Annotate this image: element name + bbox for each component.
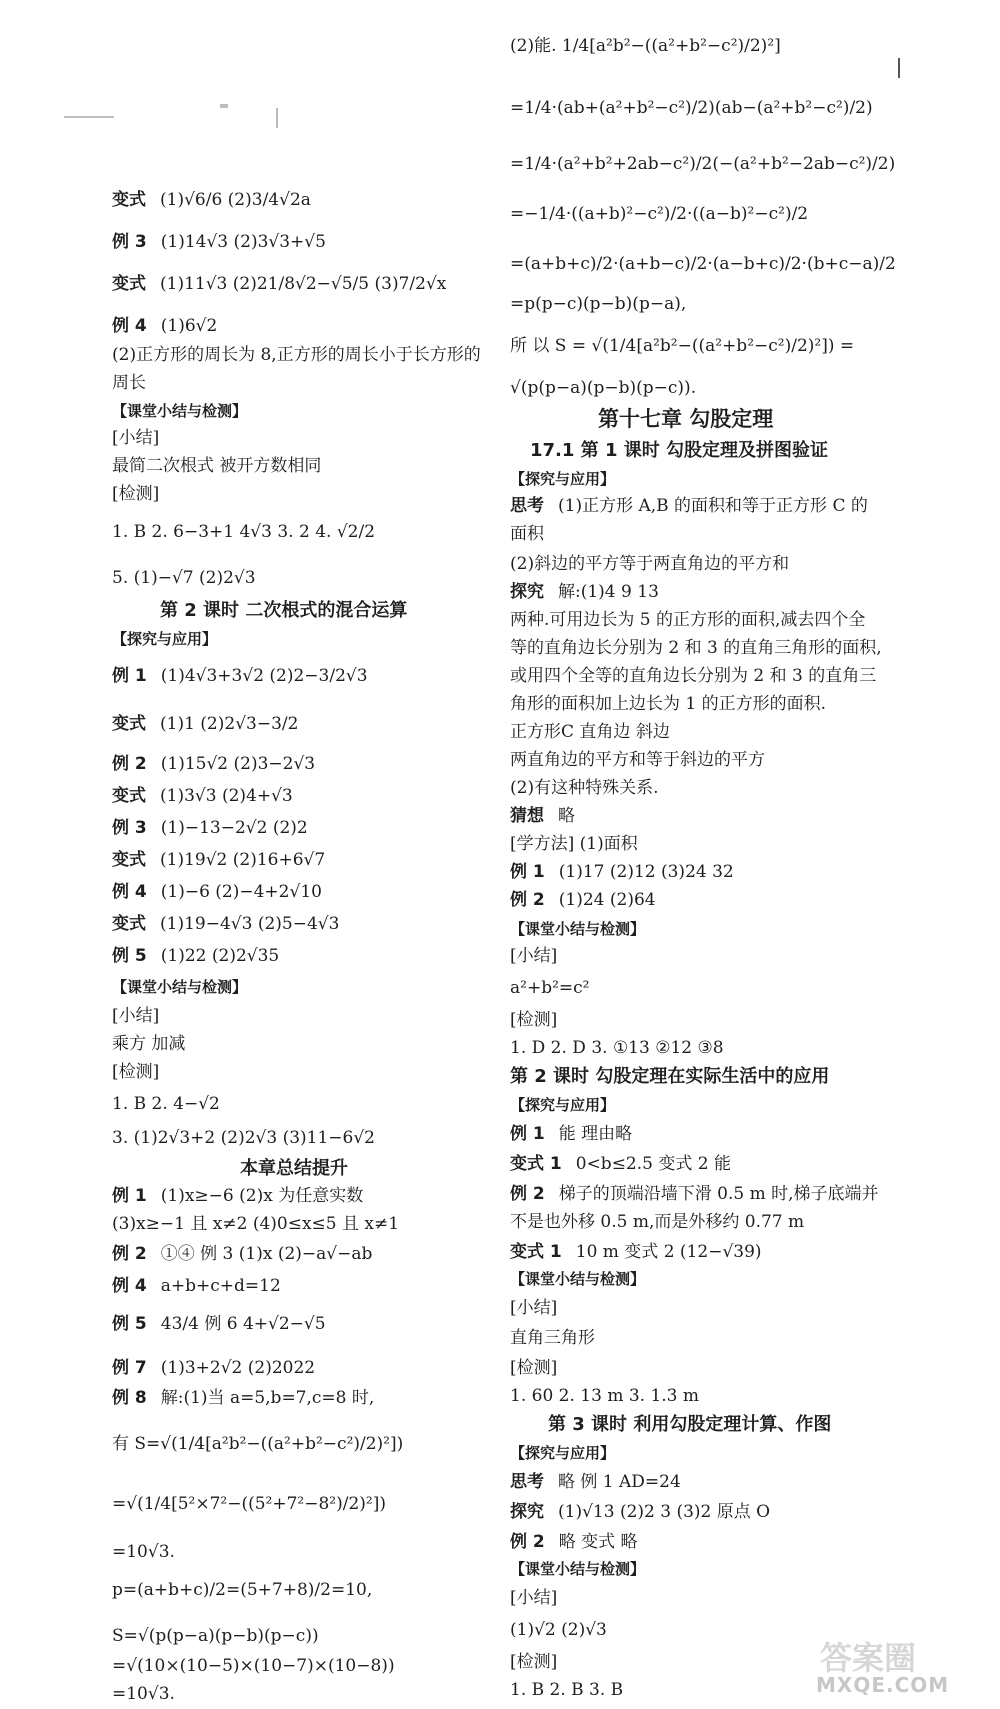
section-heading: 【探究与应用】 <box>510 1444 616 1462</box>
answer-line: =√(1/4[5²×7²−((5²+7²−8²)/2)²]) <box>112 1494 386 1514</box>
answer-line: 变式 (1)3√3 (2)4+√3 <box>112 786 293 806</box>
answer-line: 思考 (1)正方形 A,B 的面积和等于正方形 C 的 <box>510 496 868 516</box>
section-heading: 【探究与应用】 <box>510 470 616 488</box>
answer-line: 例 8 解:(1)当 a=5,b=7,c=8 时, <box>112 1388 375 1408</box>
watermark-url: MXQE.COM <box>816 1673 950 1697</box>
answer-line: (2)有这种特殊关系. <box>510 778 659 798</box>
watermark-text: 答案圈 <box>820 1639 917 1677</box>
scan-artifact <box>898 58 900 78</box>
answer-line: 例 3 (1)−13−2√2 (2)2 <box>112 818 308 838</box>
answer-line: =10√3. <box>112 1684 175 1704</box>
answer-line: 两直角边的平方和等于斜边的平方 <box>510 750 765 770</box>
answer-line: 猜想 略 <box>510 806 575 826</box>
answer-line: 所 以 S = √(1/4[a²b²−((a²+b²−c²)/2)²]) = <box>510 336 855 356</box>
answer-line: [小结] <box>510 1298 558 1318</box>
answer-line: 探究 (1)√13 (2)2 3 (3)2 原点 O <box>510 1502 771 1522</box>
section-heading: 【探究与应用】 <box>112 630 218 648</box>
answer-line: [检测] <box>510 1652 558 1672</box>
section-heading: 【课堂小结与检测】 <box>112 978 248 996</box>
scan-artifact <box>276 108 278 128</box>
answer-line: 例 4 (1)6√2 <box>112 316 218 336</box>
answer-line: 变式 (1)19√2 (2)16+6√7 <box>112 850 326 870</box>
lesson-title: 17.1 第 1 课时 勾股定理及拼图验证 <box>530 440 829 461</box>
answer-line: 1. B 2. 4−√2 <box>112 1094 220 1114</box>
answer-line: 两种.可用边长为 5 的正方形的面积,减去四个全 <box>510 610 866 630</box>
answer-line: 例 2 略 变式 略 <box>510 1532 638 1552</box>
answer-line: 例 7 (1)3+2√2 (2)2022 <box>112 1358 316 1378</box>
answer-line: =(a+b+c)/2·(a+b−c)/2·(a−b+c)/2·(b+c−a)/2 <box>510 254 896 274</box>
answer-line: 例 4 (1)−6 (2)−4+2√10 <box>112 882 322 902</box>
summary-title: 本章总结提升 <box>240 1158 348 1179</box>
answer-line: [检测] <box>510 1010 558 1030</box>
answer-line: 例 1 能 理由略 <box>510 1124 633 1144</box>
answer-line: a²+b²=c² <box>510 978 590 998</box>
answer-line: [小结] <box>510 946 558 966</box>
answer-line: 1. 60 2. 13 m 3. 1.3 m <box>510 1386 700 1406</box>
answer-line: 1. B 2. B 3. B <box>510 1680 624 1700</box>
answer-line: 正方形C 直角边 斜边 <box>510 722 670 742</box>
answer-line: √(p(p−a)(p−b)(p−c)). <box>510 378 697 398</box>
answer-line: S=√(p(p−a)(p−b)(p−c)) <box>112 1626 319 1646</box>
answer-line: 例 3 (1)14√3 (2)3√3+√5 <box>112 232 326 252</box>
answer-line: [小结] <box>112 1006 160 1026</box>
answer-line: 角形的面积加上边长为 1 的正方形的面积. <box>510 694 827 714</box>
scan-artifact <box>64 116 114 118</box>
section-heading: 【课堂小结与检测】 <box>510 1270 646 1288</box>
answer-line: 例 1 (1)x≥−6 (2)x 为任意实数 <box>112 1186 364 1206</box>
answer-line: [小结] <box>510 1588 558 1608</box>
answer-line: 3. (1)2√3+2 (2)2√3 (3)11−6√2 <box>112 1128 376 1148</box>
lesson-title: 第 2 课时 勾股定理在实际生活中的应用 <box>510 1066 830 1087</box>
lesson-title: 第 2 课时 二次根式的混合运算 <box>160 600 408 621</box>
lesson-title: 第 3 课时 利用勾股定理计算、作图 <box>548 1414 832 1435</box>
answer-line: =p(p−c)(p−b)(p−a), <box>510 294 687 314</box>
answer-line: 例 5 43/4 例 6 4+√2−√5 <box>112 1314 326 1334</box>
answer-line: 5. (1)−√7 (2)2√3 <box>112 568 256 588</box>
answer-line: 例 4 a+b+c+d=12 <box>112 1276 281 1296</box>
answer-line: =1/4·(a²+b²+2ab−c²)/2(−(a²+b²−2ab−c²)/2) <box>510 154 896 174</box>
answer-line: (1)√2 (2)√3 <box>510 1620 607 1640</box>
answer-line: 思考 略 例 1 AD=24 <box>510 1472 681 1492</box>
section-heading: 【课堂小结与检测】 <box>510 920 646 938</box>
answer-line: (2)正方形的周长为 8,正方形的周长小于长方形的 <box>112 345 481 365</box>
answer-line: (3)x≥−1 且 x≠2 (4)0≤x≤5 且 x≠1 <box>112 1214 400 1234</box>
answer-line: 变式 (1)1 (2)2√3−3/2 <box>112 714 299 734</box>
answer-line: p=(a+b+c)/2=(5+7+8)/2=10, <box>112 1580 373 1600</box>
scan-artifact <box>220 104 228 108</box>
answer-line: 乘方 加减 <box>112 1034 186 1054</box>
answer-line: [检测] <box>510 1358 558 1378</box>
answer-line: 直角三角形 <box>510 1328 595 1348</box>
section-heading: 【课堂小结与检测】 <box>112 402 248 420</box>
answer-line: (2)能. 1/4[a²b²−((a²+b²−c²)/2)²] <box>510 36 781 56</box>
answer-line: 例 1 (1)17 (2)12 (3)24 32 <box>510 862 734 882</box>
section-heading: 【课堂小结与检测】 <box>510 1560 646 1578</box>
answer-line: [检测] <box>112 484 160 504</box>
answer-line: [小结] <box>112 428 160 448</box>
answer-line: 1. B 2. 6−3+1 4√3 3. 2 4. √2/2 <box>112 522 376 542</box>
answer-line: 不是也外移 0.5 m,而是外移约 0.77 m <box>510 1212 805 1232</box>
answer-line: 变式 1 0<b≤2.5 变式 2 能 <box>510 1154 731 1174</box>
answer-line: 变式 (1)√6/6 (2)3/4√2a <box>112 190 311 210</box>
answer-line: 等的直角边长分别为 2 和 3 的直角三角形的面积, <box>510 638 882 658</box>
answer-line: 变式 (1)11√3 (2)21/8√2−√5/5 (3)7/2√x <box>112 274 447 294</box>
answer-line: 变式 (1)19−4√3 (2)5−4√3 <box>112 914 340 934</box>
answer-line: [学方法] (1)面积 <box>510 834 638 854</box>
answer-line: (2)斜边的平方等于两直角边的平方和 <box>510 554 790 574</box>
answer-line: 例 2 (1)15√2 (2)3−2√3 <box>112 754 316 774</box>
answer-line: 有 S=√(1/4[a²b²−((a²+b²−c²)/2)²]) <box>112 1434 404 1454</box>
answer-line: 例 1 (1)4√3+3√2 (2)2−3/2√3 <box>112 666 368 686</box>
answer-line: 周长 <box>112 373 146 393</box>
answer-line: 例 2 (1)24 (2)64 <box>510 890 656 910</box>
answer-line: 例 5 (1)22 (2)2√35 <box>112 946 280 966</box>
answer-line: =√(10×(10−5)×(10−7)×(10−8)) <box>112 1656 395 1676</box>
answer-line: 最简二次根式 被开方数相同 <box>112 456 322 476</box>
answer-line: 1. D 2. D 3. ①13 ②12 ③8 <box>510 1038 724 1058</box>
answer-line: =−1/4·((a+b)²−c²)/2·((a−b)²−c²)/2 <box>510 204 809 224</box>
answer-line: 变式 1 10 m 变式 2 (12−√39) <box>510 1242 762 1262</box>
chapter-title: 第十七章 勾股定理 <box>598 407 774 431</box>
answer-line: =10√3. <box>112 1542 175 1562</box>
answer-line: 例 2 ①④ 例 3 (1)x (2)−a√−ab <box>112 1244 373 1264</box>
answer-line: [检测] <box>112 1062 160 1082</box>
watermark-logo <box>816 1633 966 1697</box>
answer-line: 面积 <box>510 524 544 544</box>
answer-line: =1/4·(ab+(a²+b²−c²)/2)(ab−(a²+b²−c²)/2) <box>510 98 873 118</box>
answer-line: 探究 解:(1)4 9 13 <box>510 582 659 602</box>
answer-line: 例 2 梯子的顶端沿墙下滑 0.5 m 时,梯子底端并 <box>510 1184 879 1204</box>
section-heading: 【探究与应用】 <box>510 1096 616 1114</box>
answer-line: 或用四个全等的直角边长分别为 2 和 3 的直角三 <box>510 666 877 686</box>
